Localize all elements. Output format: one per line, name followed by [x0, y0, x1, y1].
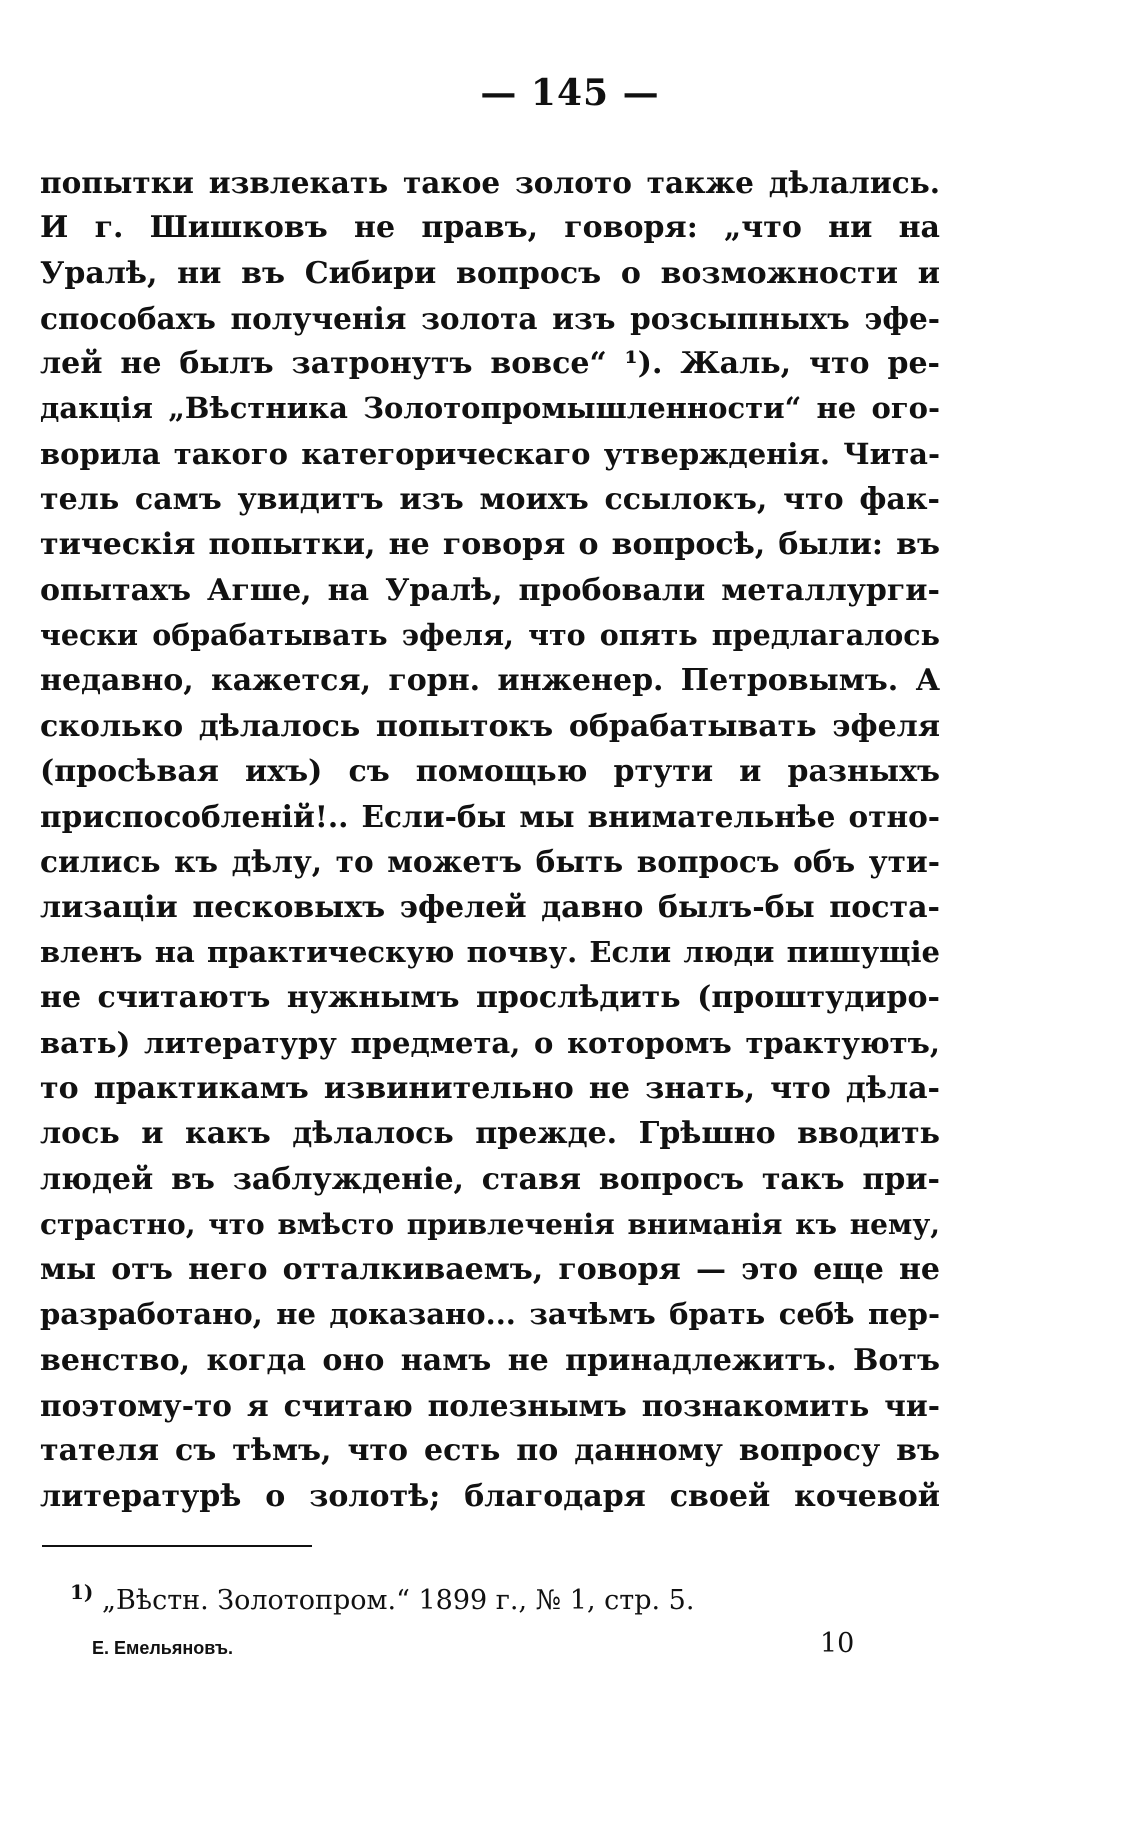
text-line: литературѣ о золотѣ; благодаря своей кочевой: [40, 1478, 940, 1514]
text-line: вленъ на практическую почву. Если люди пишущіе: [40, 935, 940, 970]
text-line: способахъ полученія золота изъ розсыпныхъ эфе-: [40, 300, 940, 336]
text-line: не считаютъ нужнымъ прослѣдить (проштудиро-: [40, 980, 940, 1016]
footnote-text: „Вѣстн. Золотопром.“ 1899 г., № 1, стр. 5.: [93, 1585, 695, 1616]
text-line: поэтому-то я считаю полезнымъ познакомить чи-: [40, 1388, 940, 1424]
text-line: ворила такого категорическаго утвержденія. Чита-: [40, 436, 940, 471]
text-line: (просѣвая ихъ) съ помощью ртути и разныхъ: [40, 753, 940, 789]
text-line: вать) литературу предмета, о которомъ трактуютъ,: [40, 1025, 940, 1060]
text-line: мы отъ него отталкиваемъ, говоря — это еще не: [40, 1252, 940, 1288]
text-line: лось и какъ дѣлалось прежде. Грѣшно вводить: [40, 1116, 940, 1152]
text-line: недавно, кажется, горн. инженер. Петровымъ. А: [40, 663, 940, 699]
text-line: то практикамъ извинительно не знать, что дѣла-: [40, 1070, 940, 1106]
text-line: сколько дѣлалось попытокъ обрабатывать эфеля: [40, 708, 940, 744]
body-text: [40, 160, 940, 1519]
text-line: Уралѣ, ни въ Сибири вопросъ о возможности и: [40, 255, 940, 291]
text-line: приспособленій!.. Если-бы мы внимательнѣе отно-: [40, 799, 940, 835]
text-line: дакція „Вѣстника Золотопромышленности“ не ого-: [40, 391, 940, 426]
text-line: чески обрабатывать эфеля, что опять предлагалось: [40, 617, 940, 652]
page-number: — 145 —: [480, 72, 660, 114]
text-line: тателя съ тѣмъ, что есть по данному вопросу въ: [40, 1433, 940, 1469]
text-line: опытахъ Агше, на Уралѣ, пробовали металлурги-: [40, 572, 940, 608]
sheet-number: 10: [820, 1628, 855, 1659]
text-line: тель самъ увидитъ изъ моихъ ссылокъ, что фак-: [40, 482, 940, 518]
footnote: [70, 1580, 694, 1616]
signature-mark: Е. Емельяновъ.: [92, 1638, 233, 1658]
footnote-divider: [42, 1545, 312, 1547]
text-line: венство, когда оно намъ не принадлежитъ. Вотъ: [40, 1342, 940, 1378]
text-line: сились къ дѣлу, то можетъ быть вопросъ объ ути-: [40, 844, 940, 880]
text-line: людей въ заблужденіе, ставя вопросъ такъ при-: [40, 1161, 940, 1197]
text-line: лизаціи песковыхъ эфелей давно былъ-бы поста-: [40, 889, 940, 925]
text-line: лей не былъ затронутъ вовсе“ ¹). Жаль, что ре-: [40, 346, 940, 382]
footnote-marker: 1): [70, 1580, 94, 1604]
text-line: попытки извлекать такое золото также дѣлались.: [40, 165, 940, 200]
text-line: И г. Шишковъ не правъ, говоря: „что ни на: [40, 210, 940, 246]
text-line: разработано, не доказано... зачѣмъ брать себѣ пер-: [40, 1297, 940, 1332]
text-line: страстно, что вмѣсто привлеченія вниманія къ нему,: [40, 1207, 940, 1241]
text-line: тическія попытки, не говоря о вопросѣ, были: въ: [40, 527, 940, 563]
